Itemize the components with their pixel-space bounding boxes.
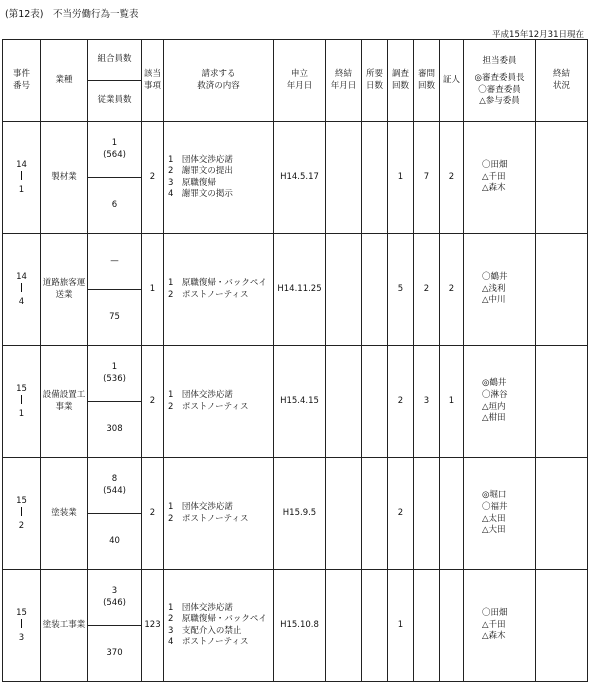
case-number: 15 1 <box>3 346 41 458</box>
days-cell <box>362 234 388 346</box>
applicable-cell: 2 <box>142 346 164 458</box>
claims-cell: 1 団体交渉応諾 2 ポストノーティス <box>164 346 274 458</box>
page-title: (第12表) 不当労働行為一覧表 <box>5 9 139 20</box>
case-number: 15 2 <box>3 458 41 570</box>
witnesses-cell: 2 <box>440 234 464 346</box>
witnesses-cell <box>440 570 464 682</box>
filed-cell: H14.5.17 <box>274 122 326 234</box>
col-members: 担当委員 ◎審査委員長 〇審査委員 △参与委員 <box>464 40 536 122</box>
col-hearings: 審問 回数 <box>414 40 440 122</box>
days-cell <box>362 346 388 458</box>
col-status: 終結 状況 <box>536 40 588 122</box>
col-investigations: 調査 回数 <box>388 40 414 122</box>
claims-cell: 1 団体交渉応諾 2 原職復帰・バックペイ 3 支配介入の禁止 4 ポストノーティス <box>164 570 274 682</box>
industry-cell: 塗装業 <box>41 458 88 570</box>
members-cell: ◎鶴井 〇淋谷 △垣内 △柑田 <box>464 346 536 458</box>
investigations-cell: 2 <box>388 346 414 458</box>
industry-cell: 設備設置工事業 <box>41 346 88 458</box>
hearings-cell: 2 <box>414 234 440 346</box>
union-cell: 8 (544) <box>88 458 142 514</box>
industry-cell: 道路旅客運送業 <box>41 234 88 346</box>
days-cell <box>362 570 388 682</box>
filed-cell: H15.4.15 <box>274 346 326 458</box>
hearings-cell <box>414 458 440 570</box>
union-cell: — <box>88 234 142 290</box>
col-concluded: 終結 年月日 <box>326 40 362 122</box>
applicable-cell: 2 <box>142 122 164 234</box>
members-cell: 〇田畑 △千田 △森木 <box>464 122 536 234</box>
col-union-members: 組合員数 <box>88 40 142 81</box>
case-number: 14 1 <box>3 122 41 234</box>
col-applicable: 該当 事項 <box>142 40 164 122</box>
concluded-cell <box>326 458 362 570</box>
concluded-cell <box>326 570 362 682</box>
case-number: 15 3 <box>3 570 41 682</box>
as-of-date: 平成15年12月31日現在 <box>492 30 584 40</box>
col-witnesses: 証人 <box>440 40 464 122</box>
members-cell: 〇鶴井 △浅利 △中川 <box>464 234 536 346</box>
employees-cell: 6 <box>88 178 142 234</box>
industry-cell: 塗装工事業 <box>41 570 88 682</box>
status-cell <box>536 122 588 234</box>
status-cell <box>536 570 588 682</box>
witnesses-cell: 1 <box>440 346 464 458</box>
days-cell <box>362 458 388 570</box>
col-filed: 申立 年月日 <box>274 40 326 122</box>
claims-cell: 1 団体交渉応諾 2 ポストノーティス <box>164 458 274 570</box>
investigations-cell: 1 <box>388 122 414 234</box>
status-cell <box>536 458 588 570</box>
hearings-cell: 3 <box>414 346 440 458</box>
col-industry: 業種 <box>41 40 88 122</box>
claims-cell: 1 原職復帰・バックペイ 2 ポストノーティス <box>164 234 274 346</box>
unfair-labor-practice-table <box>2 39 588 682</box>
union-cell: 1 (536) <box>88 346 142 402</box>
col-days: 所要 日数 <box>362 40 388 122</box>
concluded-cell <box>326 234 362 346</box>
members-cell: ◎堀口 〇福井 △太田 △大田 <box>464 458 536 570</box>
claims-cell: 1 団体交渉応諾 2 謝罪文の提出 3 原職復帰 4 謝罪文の掲示 <box>164 122 274 234</box>
filed-cell: H15.9.5 <box>274 458 326 570</box>
concluded-cell <box>326 122 362 234</box>
applicable-cell: 2 <box>142 458 164 570</box>
col-case-no: 事件 番号 <box>3 40 41 122</box>
filed-cell: H14.11.25 <box>274 234 326 346</box>
industry-cell: 製材業 <box>41 122 88 234</box>
witnesses-cell: 2 <box>440 122 464 234</box>
union-cell: 3 (546) <box>88 570 142 626</box>
investigations-cell: 5 <box>388 234 414 346</box>
members-cell: 〇田畑 △千田 △森木 <box>464 570 536 682</box>
hearings-cell <box>414 570 440 682</box>
col-relief: 請求する 救済の内容 <box>164 40 274 122</box>
days-cell <box>362 122 388 234</box>
status-cell <box>536 346 588 458</box>
employees-cell: 370 <box>88 626 142 682</box>
union-cell: 1 (564) <box>88 122 142 178</box>
witnesses-cell <box>440 458 464 570</box>
employees-cell: 75 <box>88 290 142 346</box>
col-employees: 従業員数 <box>88 81 142 122</box>
status-cell <box>536 234 588 346</box>
filed-cell: H15.10.8 <box>274 570 326 682</box>
applicable-cell: 123 <box>142 570 164 682</box>
applicable-cell: 1 <box>142 234 164 346</box>
hearings-cell: 7 <box>414 122 440 234</box>
employees-cell: 40 <box>88 514 142 570</box>
employees-cell: 308 <box>88 402 142 458</box>
investigations-cell: 1 <box>388 570 414 682</box>
concluded-cell <box>326 346 362 458</box>
case-number: 14 4 <box>3 234 41 346</box>
investigations-cell: 2 <box>388 458 414 570</box>
